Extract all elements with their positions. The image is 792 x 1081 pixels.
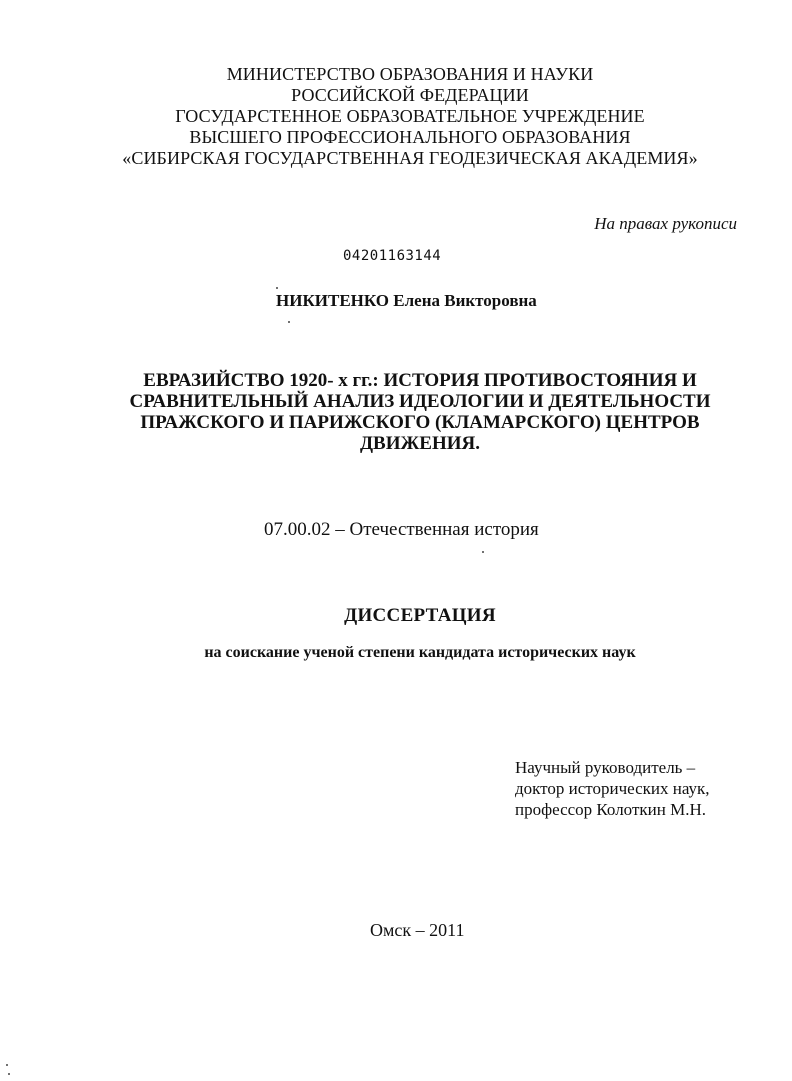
title-line: ДВИЖЕНИЯ. — [359, 433, 480, 454]
supervisor-block — [515, 757, 710, 820]
institution-header — [60, 64, 760, 169]
institution-line: «СИБИРСКАЯ ГОСУДАРСТВЕННАЯ ГЕОДЕЗИЧЕСКАЯ АКАДЕМИЯ» — [122, 148, 698, 168]
supervisor-line: доктор исторических наук, — [515, 779, 710, 798]
institution-line: РОССИЙСКОЙ ФЕДЕРАЦИИ — [291, 85, 529, 105]
specialty-code: 07.00.02 – Отечественная история — [264, 519, 539, 540]
degree-line: на соискание ученой степени кандидата исторических наук — [204, 644, 636, 661]
title-line: ЕВРАЗИЙСТВО 1920- х гг.: ИСТОРИЯ ПРОТИВОСТОЯНИЯ И — [143, 370, 697, 391]
supervisor-line: Научный руководитель – — [515, 758, 696, 777]
institution-line: ВЫСШЕГО ПРОФЕССИОНАЛЬНОГО ОБРАЗОВАНИЯ — [189, 127, 631, 147]
author-name: НИКИТЕНКО Елена Викторовна — [276, 291, 537, 310]
dissertation-title — [100, 370, 740, 454]
institution-line: ГОСУДАРСТЕННОЕ ОБРАЗОВАТЕЛЬНОЕ УЧРЕЖДЕНИЕ — [175, 106, 645, 126]
supervisor-line: профессор Колоткин М.Н. — [515, 800, 706, 819]
city-year: Омск – 2011 — [370, 920, 465, 940]
scan-speck — [288, 321, 290, 323]
institution-line: МИНИСТЕРСТВО ОБРАЗОВАНИЯ И НАУКИ — [226, 64, 594, 84]
document-type: ДИССЕРТАЦИЯ — [344, 605, 496, 626]
title-line: ПРАЖСКОГО И ПАРИЖСКОГО (КЛАМАРСКОГО) ЦЕНТРОВ — [140, 412, 700, 433]
scan-speck — [8, 1073, 10, 1075]
scan-speck — [482, 551, 484, 553]
title-line: СРАВНИТЕЛЬНЫЙ АНАЛИЗ ИДЕОЛОГИИ И ДЕЯТЕЛЬНОСТИ — [129, 391, 711, 412]
manuscript-note: На правах рукописи — [594, 214, 737, 233]
catalog-code: 04201163144 — [343, 248, 442, 264]
scan-speck — [276, 287, 278, 289]
scan-speck — [6, 1064, 8, 1066]
